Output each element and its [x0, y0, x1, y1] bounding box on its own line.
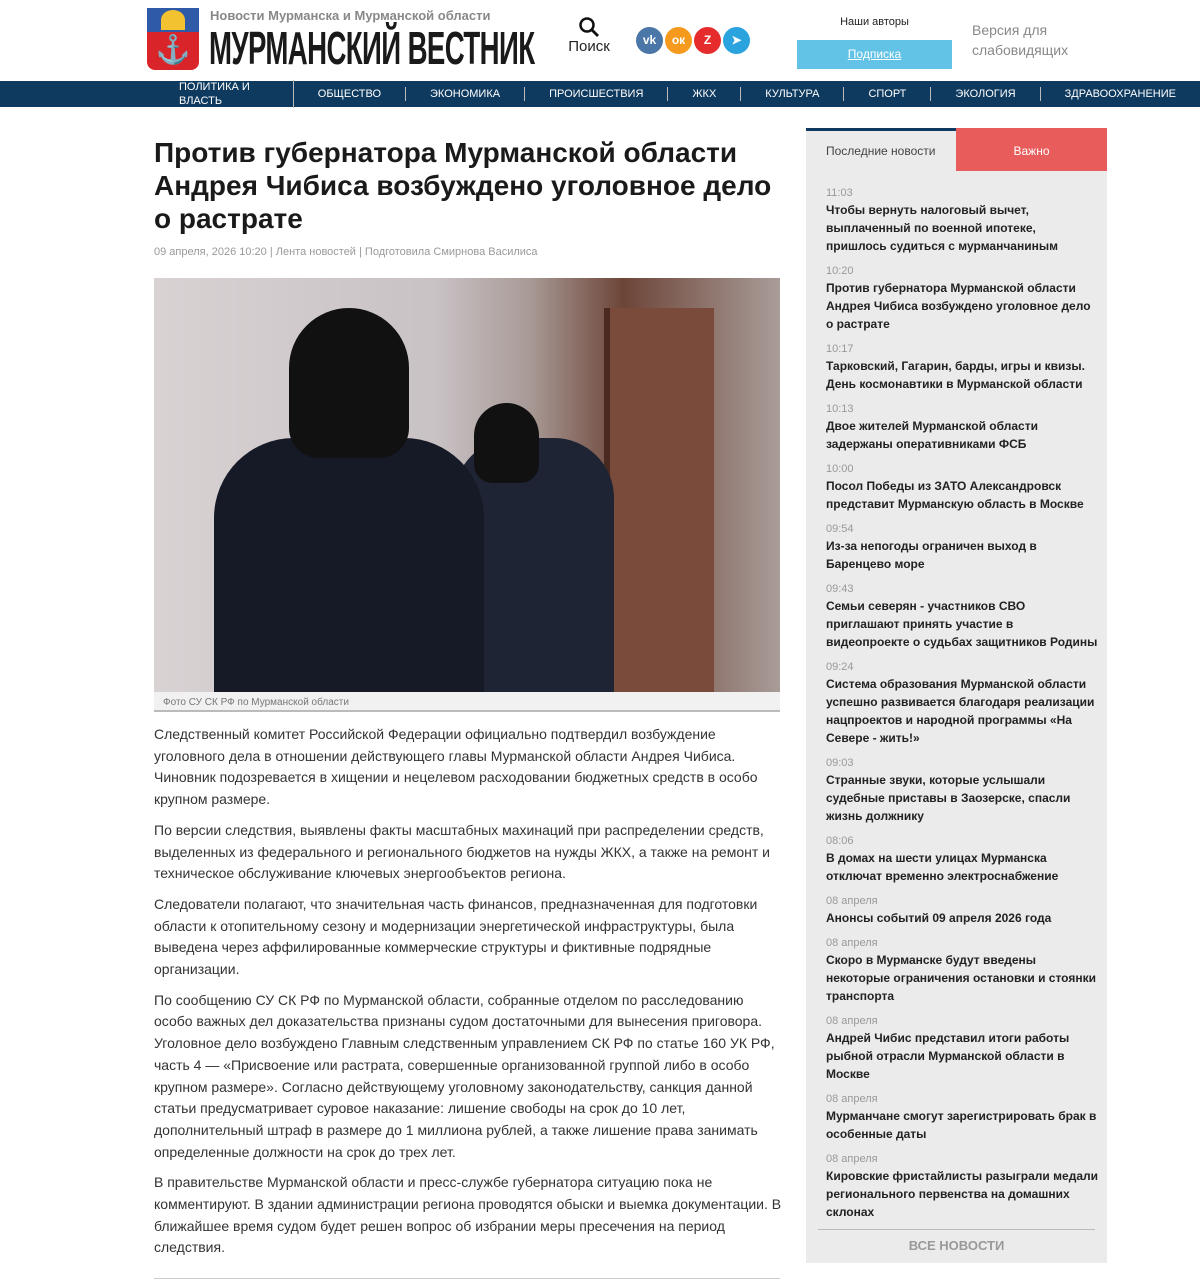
- site-header: [0, 0, 1200, 80]
- tab-latest-news[interactable]: Последние новости: [806, 131, 956, 168]
- news-list-item[interactable]: [806, 263, 1107, 333]
- news-time: 09:24: [826, 661, 854, 673]
- coat-of-arms-logo[interactable]: ⚓: [147, 8, 199, 70]
- news-list-item[interactable]: [806, 521, 1107, 573]
- news-headline[interactable]: Тарковский, Гагарин, барды, игры и квизы. День космонавтики в Мурманской области: [826, 359, 1085, 391]
- nav-item[interactable]: ПОЛИТИКА И ВЛАСТЬ: [155, 80, 294, 108]
- news-time: 08 апреля: [826, 895, 878, 907]
- news-list-item[interactable]: [806, 935, 1107, 1005]
- site-tagline: Новости Мурманска и Мурманской области: [210, 8, 491, 23]
- odnoklassniki-icon[interactable]: ок: [665, 27, 692, 54]
- accessibility-version-link[interactable]: Версия для слабовидящих: [972, 22, 1069, 58]
- news-time: 09:54: [826, 523, 854, 535]
- news-headline[interactable]: Андрей Чибис представил итоги работы рыбной отрасли Мурманской области в Москве: [826, 1031, 1070, 1081]
- article-paragraph: Следственный комитет Российской Федерации официально подтвердил возбуждение уголовного дела в отношении действующего главы Мурманской области Андрея Чибиса. Чиновник подозревается в хищении и нецелевом расходовании бюджетных средств в особо крупном размере.: [154, 726, 758, 808]
- article-paragraph: Следователи полагают, что значительная часть финансов, предназначенная для подготовки области к отопительному сезону и модернизации энергетической инфраструктуры, была выведена через аффилированные коммерческие структуры и фиктивные подрядные организации.: [154, 895, 758, 978]
- article-body: [154, 724, 784, 1268]
- news-headline[interactable]: Скоро в Мурманске будут введены некоторые ограничения остановки и стоянки транспорта: [826, 953, 1096, 1003]
- news-list-item[interactable]: [806, 893, 1107, 927]
- article-paragraph: По версии следствия, выявлены факты масштабных махинаций при распределении средств, выделенных из федерального и регионального бюджетов на нужды ЖКХ, а также на ремонт и техническое обслуживание ключевых энергообъектов региона.: [154, 821, 770, 882]
- news-list-item[interactable]: [806, 1013, 1107, 1083]
- news-headline[interactable]: В домах на шести улицах Мурманска отключат временно электроснабжение: [826, 851, 1059, 883]
- news-list-item[interactable]: [806, 833, 1107, 885]
- article-paragraph: В правительстве Мурманской области и пресс-службе губернатора ситуацию пока не комментируют. В здании администрации региона проводятся обыски и выемка документации. В ближайшее время судом будет решен вопрос об избрании меры пресечения на период следствия.: [154, 1174, 782, 1256]
- nav-item[interactable]: ЖКХ: [668, 87, 741, 101]
- news-list-item[interactable]: [806, 1151, 1107, 1221]
- article-paragraph: По сообщению СУ СК РФ по Мурманской области, собранные отделом по расследованию особо важных дел доказательства признаны судом достаточными для вынесения приговора. Уголовное дело возбуждено Главным следственным управлением СК РФ по статье 160 УК РФ, часть 4 — «Присвоение или растрата, совершенные организованной группой либо в особо крупном размере». Согласно действующему уголовному законодательству, санкция данной статьи предусматривает суровое наказание: лишение свободы на срок до 10 лет, дополнительный штраф в размере до 1 миллиона рублей, а также лишение права занимать определенные должности на срок до трех лет.: [154, 991, 775, 1160]
- nav-item[interactable]: ПРОИСШЕСТВИЯ: [525, 87, 668, 101]
- news-list-item[interactable]: [806, 461, 1107, 513]
- news-list-item[interactable]: [806, 1091, 1107, 1143]
- news-time: 08 апреля: [826, 1093, 878, 1105]
- nav-item[interactable]: ЗДРАВООХРАНЕНИЕ: [1064, 88, 1176, 100]
- news-list-item[interactable]: [806, 581, 1107, 651]
- news-headline[interactable]: Чтобы вернуть налоговый вычет, выплаченный по военной ипотеке, пришлось судиться с мурманчаниным: [826, 203, 1058, 253]
- news-sidebar: [806, 128, 1107, 1263]
- news-headline[interactable]: Система образования Мурманской области успешно развивается благодаря реализации нацпроектов и народной программы «На Севере - жить!»: [826, 677, 1095, 745]
- news-list-item[interactable]: [806, 341, 1107, 393]
- main-navigation: [0, 81, 1200, 107]
- subscribe-button[interactable]: Подписка: [797, 40, 952, 69]
- nav-item[interactable]: ЭКОЛОГИЯ: [931, 87, 1040, 101]
- news-headline[interactable]: Кировские фристайлисты разыграли медали регионального первенства на домашних склонах: [826, 1169, 1098, 1219]
- news-time: 11:03: [826, 187, 853, 199]
- vk-icon[interactable]: vk: [636, 27, 663, 54]
- news-list-item[interactable]: [806, 401, 1107, 453]
- news-time: 10:00: [826, 463, 854, 475]
- article-title: Против губернатора Мурманской области Андрея Чибиса возбуждено уголовное дело о растрате: [154, 137, 772, 234]
- news-time: 09:43: [826, 583, 854, 595]
- nav-item[interactable]: СПОРТ: [844, 87, 931, 101]
- news-list-item[interactable]: [806, 755, 1107, 825]
- news-time: 08 апреля: [826, 937, 878, 949]
- search-button[interactable]: [565, 16, 613, 56]
- telegram-icon[interactable]: ➤: [723, 27, 750, 54]
- news-time: 08:06: [826, 835, 854, 847]
- article-photo: [154, 278, 780, 692]
- photo-caption: Фото СУ СК РФ по Мурманской области: [154, 692, 780, 712]
- nav-item[interactable]: ОБЩЕСТВО: [294, 87, 406, 101]
- news-headline[interactable]: Из-за непогоды ограничен выход в Баренцево море: [826, 539, 1037, 571]
- news-time: 09:03: [826, 757, 854, 769]
- all-news-link[interactable]: ВСЕ НОВОСТИ: [818, 1229, 1095, 1253]
- tab-important[interactable]: Важно: [956, 128, 1107, 171]
- news-time: 10:17: [826, 343, 854, 355]
- news-time: 08 апреля: [826, 1153, 878, 1165]
- news-headline[interactable]: Против губернатора Мурманской области Андрея Чибиса возбуждено уголовное дело о растрате: [826, 281, 1091, 331]
- news-headline[interactable]: Анонсы событий 09 апреля 2026 года: [826, 911, 1052, 925]
- news-headline[interactable]: Посол Победы из ЗАТО Александровск представит Мурманскую область в Москве: [826, 479, 1084, 511]
- news-headline[interactable]: Мурманчане смогут зарегистрировать брак в особенные даты: [826, 1109, 1097, 1141]
- news-list-item[interactable]: [806, 185, 1107, 255]
- news-time: 10:20: [826, 265, 854, 277]
- search-icon: [578, 16, 600, 38]
- nav-item[interactable]: КУЛЬТУРА: [741, 87, 844, 101]
- nav-item[interactable]: ЭКОНОМИКА: [406, 87, 525, 101]
- news-headline[interactable]: Странные звуки, которые услышали судебные приставы в Заозерске, спасли жизнь должнику: [826, 773, 1071, 823]
- news-list-item[interactable]: [806, 659, 1107, 747]
- news-headline[interactable]: Двое жителей Мурманской области задержаны оперативниками ФСБ: [826, 419, 1038, 451]
- search-label: Поиск: [568, 38, 610, 55]
- news-headline[interactable]: Семьи северян - участников СВО приглашают принять участие в видеопроекте о судьбах защитников Родины: [826, 599, 1098, 649]
- divider: [154, 1278, 780, 1279]
- news-time: 10:13: [826, 403, 854, 415]
- our-authors-link[interactable]: Наши авторы: [840, 16, 909, 28]
- article-meta: 09 апреля, 2026 10:20 | Лента новостей | Подготовила Смирнова Василиса: [154, 246, 538, 258]
- dzen-icon[interactable]: Z: [694, 27, 721, 54]
- site-logo[interactable]: МУРМАНСКИЙ ВЕСТНИК: [209, 22, 535, 74]
- news-time: 08 апреля: [826, 1015, 878, 1027]
